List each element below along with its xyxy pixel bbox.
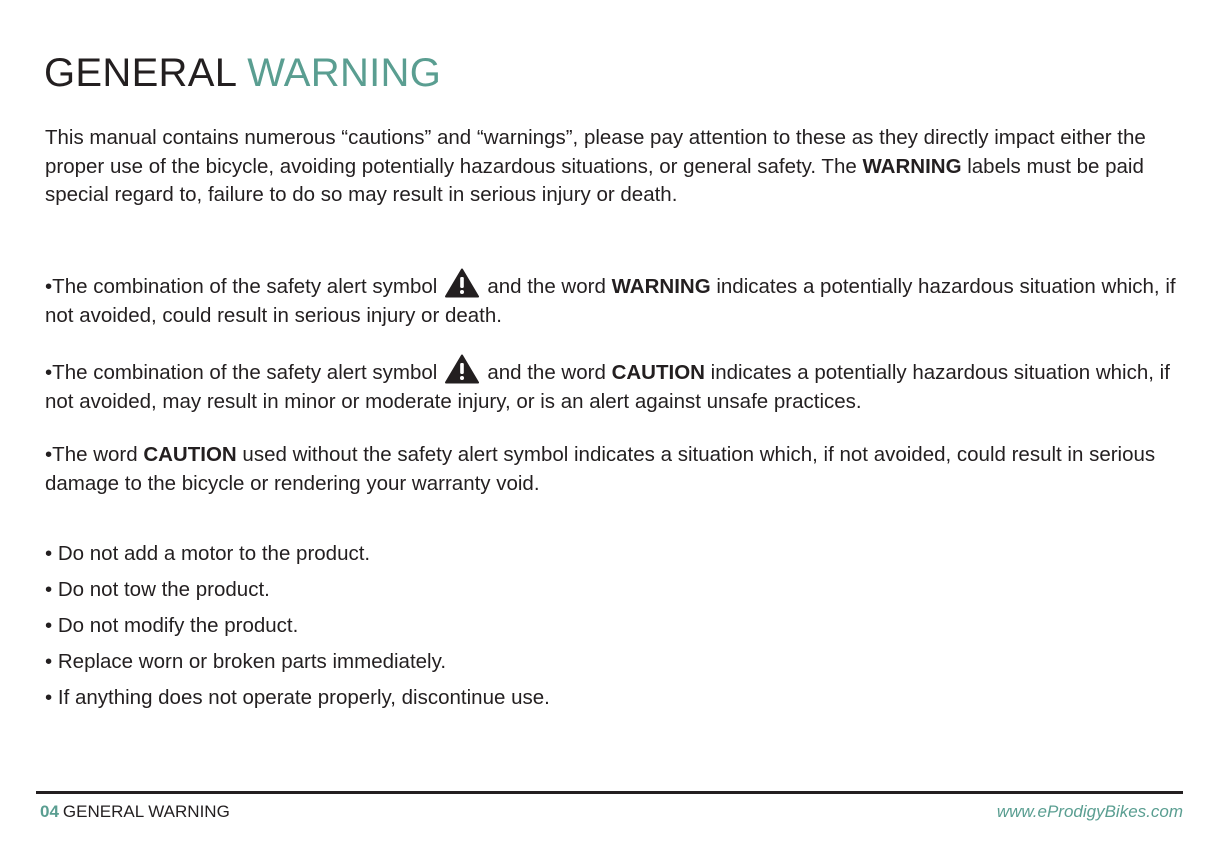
warning-definition (45, 268, 1185, 330)
warning-triangle-icon (445, 354, 479, 384)
footer-section-label (40, 801, 230, 823)
page-number: 04 (40, 802, 59, 821)
warning-bold-word: WARNING (611, 275, 711, 298)
list-item: • If anything does not operate properly, discontinue use. (45, 686, 550, 709)
list-item: • Do not tow the product. (45, 578, 270, 601)
warning-triangle-icon (445, 268, 479, 298)
warning-text-rest: indicates a potentially hazardous situation which, if not avoided, could result in serious injury or death. (45, 275, 1176, 327)
footer-website-link[interactable]: www.eProdigyBikes.com (996, 802, 1183, 821)
intro-paragraph (45, 124, 1185, 210)
caution-word-text-rest: used without the safety alert symbol indicates a situation which, if not avoided, could result in serious damage to the bicycle or rendering your warranty void. (45, 443, 1156, 495)
title-warning: WARNING (247, 51, 442, 95)
footer-divider (36, 791, 1183, 794)
intro-bold-warning: WARNING (862, 154, 962, 178)
caution-word-bold: CAUTION (143, 443, 237, 466)
page-title (44, 50, 441, 96)
caution-bold-word: CAUTION (611, 361, 705, 384)
caution-definition (45, 354, 1185, 416)
caution-text-rest: indicates a potentially hazardous situation which, if not avoided, may result in minor or moderate injury, or is an alert against unsafe practices. (45, 361, 1170, 413)
safety-bullet-list (45, 536, 550, 716)
list-item: • Replace worn or broken parts immediately. (45, 650, 447, 673)
footer-section-title: GENERAL WARNING (62, 802, 230, 821)
caution-word-definition (45, 441, 1185, 498)
caution-text-after-icon: and the word (487, 361, 612, 384)
list-item: • Do not add a motor to the product. (45, 542, 371, 565)
list-item: • Do not modify the product. (45, 614, 299, 637)
title-general: GENERAL (44, 51, 236, 95)
intro-text-before: This manual contains numerous “cautions” and “warnings”, please pay attention to these as they directly impact either the proper use of the bicycle, avoiding potentially hazardous situations, or general safety. The (45, 126, 1146, 178)
caution-text-before-icon: •The combination of the safety alert symbol (45, 361, 438, 384)
warning-text-before-icon: •The combination of the safety alert symbol (45, 275, 438, 298)
intro-text-after: labels must be paid special regard to, failure to do so may result in serious injury or death. (45, 154, 1144, 206)
caution-word-text-before: •The word (45, 443, 144, 466)
warning-text-after-icon: and the word (487, 275, 612, 298)
